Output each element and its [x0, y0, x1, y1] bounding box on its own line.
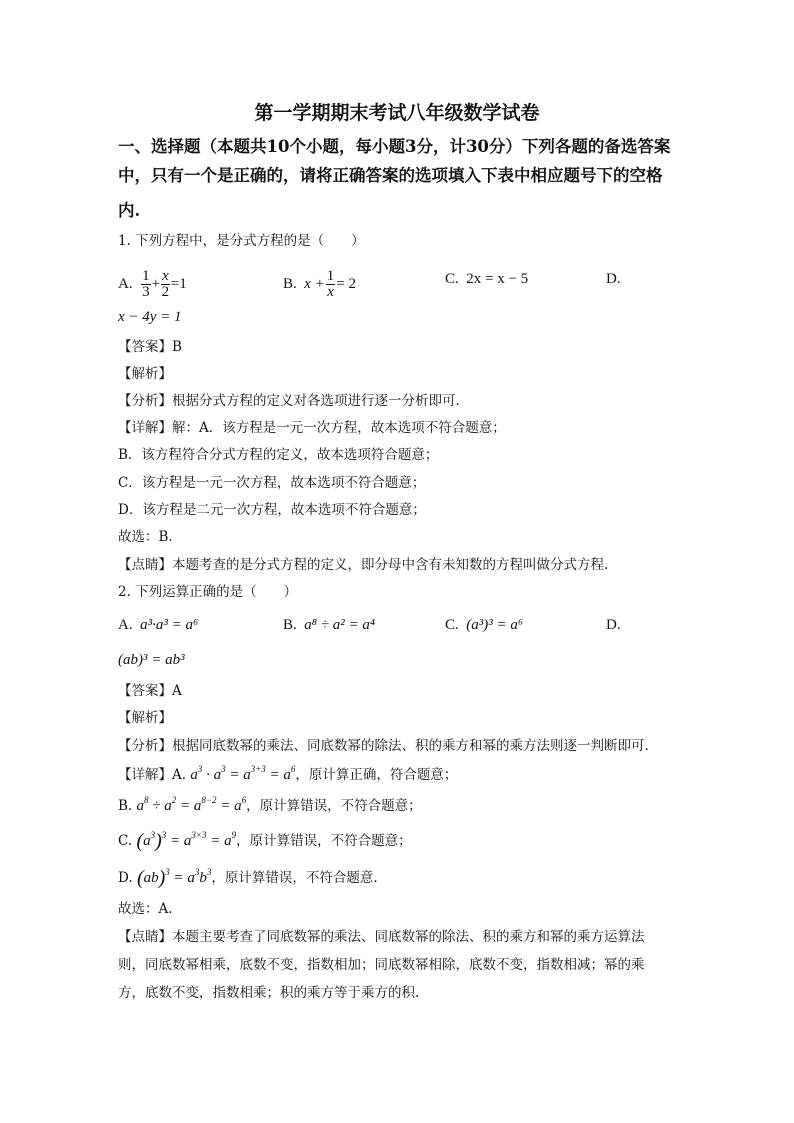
conclusion: 故选：B.: [118, 529, 173, 545]
comment: 方，底数不变，指数相乘；积的乘方等于乘方的积.: [118, 985, 420, 1001]
math: $(ab)^3 = a^3b^3$: [136, 867, 212, 889]
option-a: [118, 615, 198, 635]
math: $(a^3)^3 = a^{3\times 3} = a^9$: [136, 830, 237, 852]
detail-line: [118, 831, 412, 851]
option-label: A.: [118, 617, 133, 633]
rhs: =1: [170, 275, 187, 292]
question-1-stem: 1. 下列方程中，是分式方程的是（ ）: [118, 233, 365, 249]
option-label: A.: [118, 275, 133, 292]
comment: 【点睛】本题考查的是分式方程的定义，即分母中含有未知数的方程叫做分式方程.: [118, 557, 609, 573]
option-label: B.: [283, 275, 297, 292]
expr: a³·a³ = a⁶: [140, 617, 199, 633]
detail-prefix: C.: [118, 833, 133, 849]
fraction: [161, 269, 170, 300]
option-a: [118, 269, 187, 300]
page-title: 第一学期期末考试八年级数学试卷: [254, 102, 540, 124]
fraction: [141, 269, 151, 300]
option-c: [445, 615, 523, 635]
option-b: [283, 615, 375, 635]
detail-prefix: B.: [118, 798, 133, 814]
numerator: x: [162, 268, 169, 284]
section-heading: 内.: [118, 201, 141, 220]
detail-line: B．该方程符合分式方程的定义，故本选项符合题意；: [118, 447, 439, 463]
detail-line: D．该方程是二元一次方程，故本选项不符合题意；: [118, 502, 426, 518]
detail-line: C．该方程是一元一次方程，故本选项不符合题意；: [118, 475, 426, 491]
comment: 【点睛】本题主要考查了同底数幂的乘法、同底数幂的除法、积的乘方和幂的乘方运算法: [118, 929, 645, 945]
section-heading: 中，只有一个是正确的，请将正确答案的选项填入下表中相应题号下的空格: [118, 166, 663, 185]
answer: 【答案】A: [118, 683, 182, 699]
numerator: 1: [142, 268, 150, 284]
analysis: 【分析】根据分式方程的定义对各选项进行逐一分析即可.: [118, 393, 460, 409]
detail-line: [118, 796, 422, 816]
denominator: 2: [161, 284, 170, 300]
question-2-options: [118, 615, 678, 639]
detail-line: [118, 765, 457, 785]
question-2-stem: 2. 下列运算正确的是（ ）: [118, 584, 298, 600]
fraction: [326, 269, 336, 300]
detail-text: ，原计算错误，不符合题意；: [246, 798, 422, 814]
answer: 【答案】B: [118, 339, 182, 355]
option-d-label: D.: [606, 271, 621, 287]
rhs: = 2: [336, 275, 357, 292]
option-b: [283, 269, 356, 300]
expr: 2x = x − 5: [466, 271, 529, 287]
conclusion: 故选：A.: [118, 901, 173, 917]
detail-text: ，原计算错误，不符合题意.: [211, 870, 378, 886]
analysis-heading: 【解析】: [118, 366, 172, 382]
analysis: 【分析】根据同底数幂的乘法、同底数幂的除法、积的乘方和幂的乘方法则逐一判断即可.: [118, 738, 649, 754]
denominator: x: [327, 284, 334, 300]
option-label: C.: [445, 617, 459, 633]
math: $a^3 \cdot a^3 = a^{3+3} = a^6$: [190, 764, 296, 783]
option-c: [445, 269, 528, 289]
section-heading: 一、选择题（本题共10个小题，每小题3分，计30分）下列各题的备选答案: [118, 137, 671, 156]
expr: a⁸ ÷ a² = a⁴: [304, 617, 376, 633]
option-d-expr: (ab)³ = ab³: [118, 652, 185, 668]
option-label: C.: [445, 271, 459, 287]
option-d-expr: x − 4y = 1: [118, 309, 182, 325]
analysis-heading: 【解析】: [118, 710, 172, 726]
operator: +: [151, 275, 161, 292]
detail-prefix: 【详解】A.: [118, 767, 187, 783]
detail-text: ，原计算错误，不符合题意；: [236, 833, 412, 849]
detail-text: ，原计算正确，符合题意；: [295, 767, 458, 783]
option-label: B.: [283, 617, 297, 633]
expr: x +: [304, 275, 325, 292]
detail-line: [118, 868, 378, 888]
option-d-label: D.: [606, 617, 621, 633]
question-1-options: [118, 262, 678, 300]
expr: (a³)³ = a⁶: [466, 617, 524, 633]
numerator: 1: [326, 268, 335, 284]
denominator: 3: [142, 284, 150, 300]
detail-prefix: D.: [118, 870, 133, 886]
comment: 则，同底数幂相乘，底数不变，指数相加；同底数幂相除，底数不变，指数相减；幂的乘: [118, 957, 645, 973]
math: $a^8 \div a^2 = a^{8-2} = a^6$: [136, 795, 247, 814]
detail-line: 【详解】解：A．该方程是一元一次方程，故本选项不符合题意；: [118, 420, 506, 436]
